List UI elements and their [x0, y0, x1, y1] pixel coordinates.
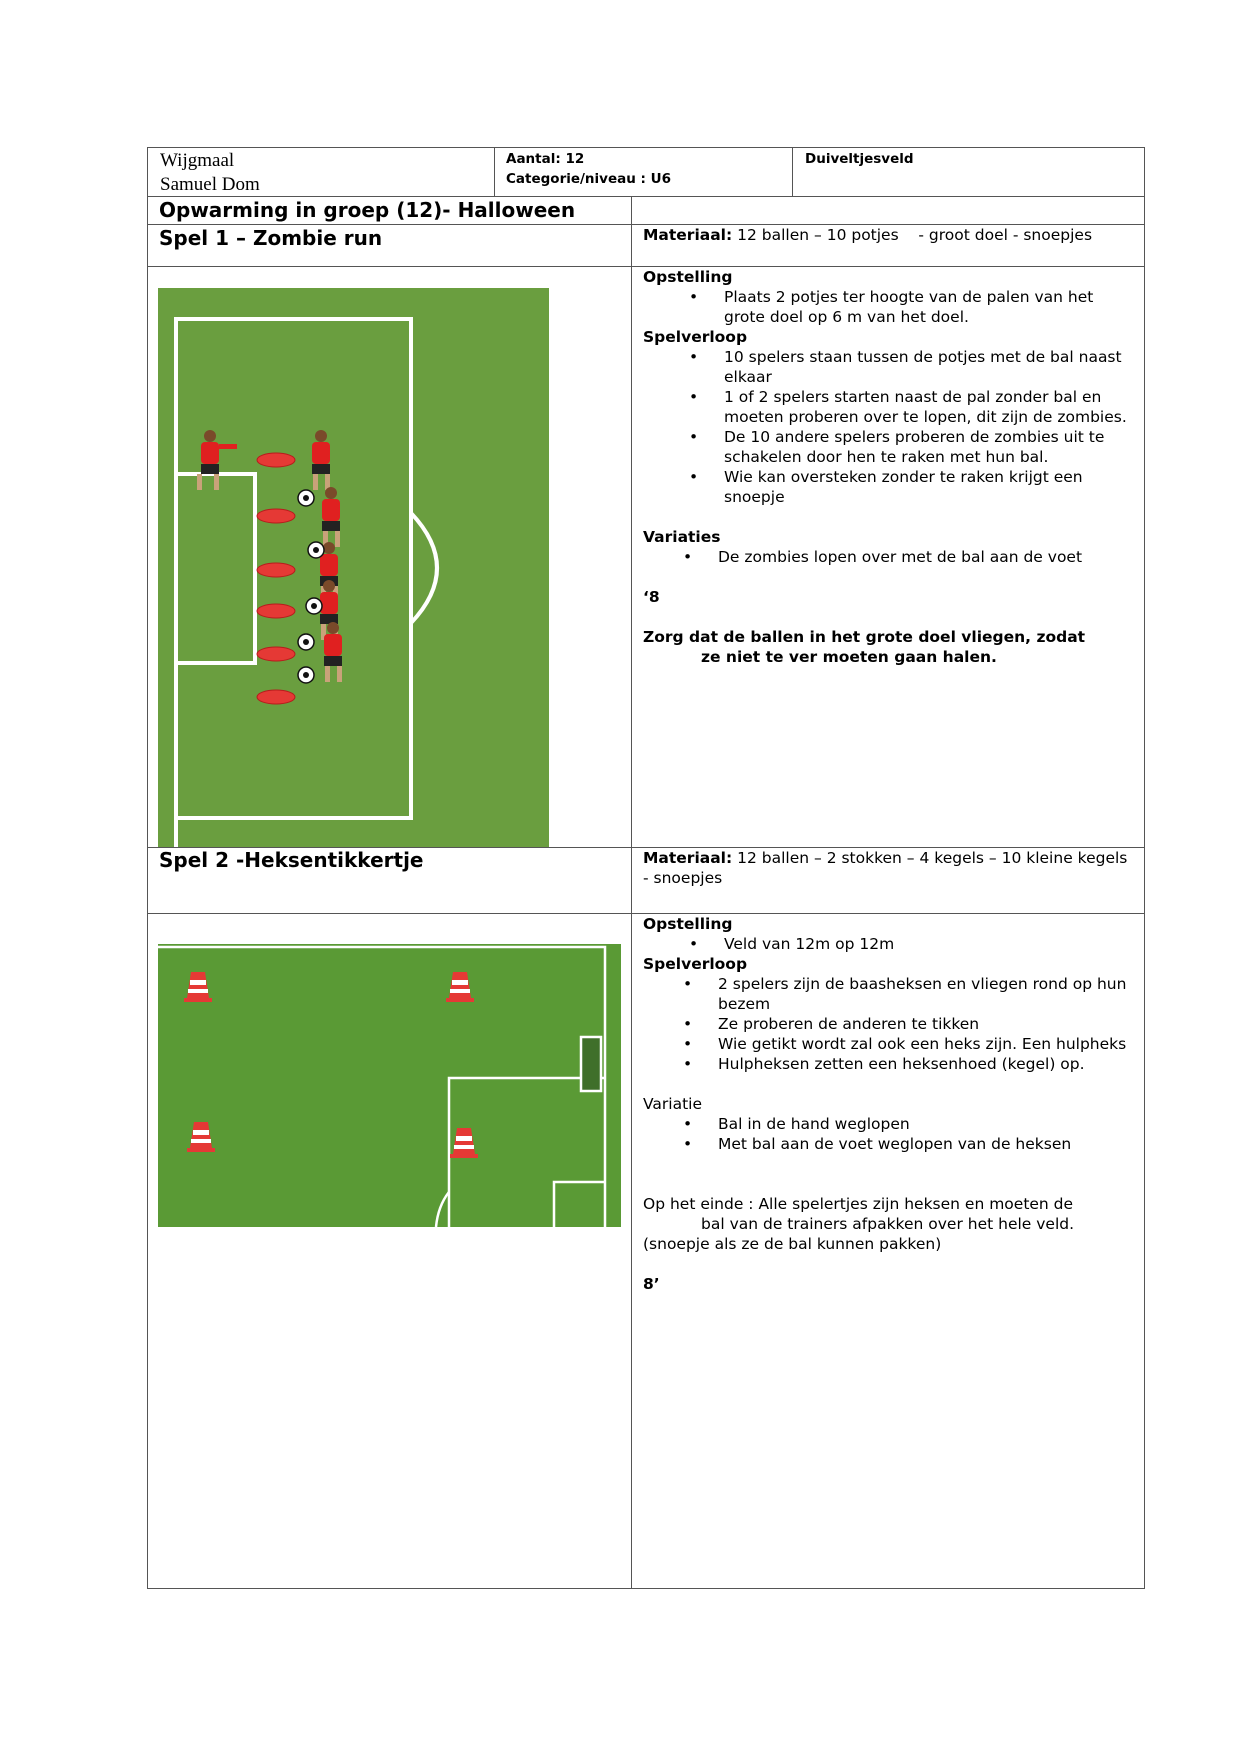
list-item: • Met bal aan de voet weglopen van de heksen — [643, 1134, 1137, 1154]
list-item: • Bal in de hand weglopen — [643, 1114, 1137, 1134]
duration-text: 8’ — [643, 1275, 660, 1293]
opstelling-label: Opstelling — [643, 268, 733, 286]
list-item: • Ze proberen de anderen te tikken — [643, 1014, 1137, 1034]
variaties-label: Variaties — [643, 528, 721, 546]
session-sheet — [147, 147, 1145, 1589]
header-group-cell — [506, 149, 786, 189]
list-item: • 10 spelers staan tussen de potjes met de bal naast elkaar — [643, 347, 1137, 387]
flat-cone-icon — [257, 453, 295, 467]
spelverloop-list — [643, 974, 1137, 1074]
club-name: Wijgmaal — [160, 150, 235, 171]
categorie-text: Categorie/niveau : U6 — [506, 171, 672, 187]
spel1-instructions — [643, 267, 1137, 667]
end-line: bal van de trainers afpakken over het hele veld. — [701, 1215, 1075, 1233]
list-item: • Wie getikt wordt zal ook een heks zijn. Een hulpheks — [643, 1034, 1137, 1054]
col-line — [494, 147, 495, 196]
end-line: (snoepje als ze de bal kunnen pakken) — [643, 1235, 942, 1253]
spel1-materiaal — [643, 225, 1133, 245]
flat-cone-icon — [257, 604, 295, 618]
table-border-top — [147, 147, 1145, 148]
goal-icon — [581, 1037, 601, 1091]
veld-text: Duiveltjesveld — [805, 151, 914, 167]
list-item: • 2 spelers zijn de baasheksen en vliegen rond op hun bezem — [643, 974, 1137, 1014]
col-line — [792, 147, 793, 196]
variatie-label: Variatie — [643, 1095, 702, 1113]
col-line — [631, 196, 632, 1589]
spel2-title: Spel 2 -Heksentikkertje — [159, 848, 424, 872]
aantal-text: Aantal: 12 — [506, 151, 585, 167]
list-item: • Hulpheksen zetten een heksenhoed (kegel) op. — [643, 1054, 1137, 1074]
materiaal-text: 12 ballen – 10 potjes - groot doel - snoepjes — [737, 226, 1093, 244]
opstelling-list — [643, 934, 1137, 954]
warmup-title: Opwarming in groep (12)- Halloween — [159, 198, 576, 222]
trainer-name: Samuel Dom — [160, 174, 260, 195]
spel2-instructions — [643, 914, 1137, 1294]
flat-cone-icon — [257, 647, 295, 661]
header-club-cell — [160, 149, 490, 197]
list-item: • 1 of 2 spelers starten naast de pal zonder bal en moeten proberen over te lopen, dit zijn de zombies. — [643, 387, 1137, 427]
spel1-field-diagram — [158, 288, 549, 847]
list-item: • De 10 andere spelers proberen de zombies uit te schakelen door hen te raken met hun bal. — [643, 427, 1137, 467]
note-line: ze niet te ver moeten gaan halen. — [701, 648, 997, 666]
list-item: • Veld van 12m op 12m — [643, 934, 1137, 954]
spelverloop-label: Spelverloop — [643, 328, 748, 346]
table-border-left — [147, 147, 148, 1589]
materiaal-label: Materiaal: — [643, 226, 733, 244]
spelverloop-label: Spelverloop — [643, 955, 748, 973]
variaties-list — [643, 547, 1137, 567]
variatie-list — [643, 1114, 1137, 1154]
flat-cone-icon — [257, 509, 295, 523]
spelverloop-list — [643, 347, 1137, 507]
grass-field — [158, 944, 621, 1227]
opstelling-label: Opstelling — [643, 915, 733, 933]
materiaal-label: Materiaal: — [643, 849, 733, 867]
list-item: • Wie kan oversteken zonder te raken krijgt een snoepje — [643, 467, 1137, 507]
table-border-bottom — [147, 1588, 1145, 1589]
spel1-title: Spel 1 – Zombie run — [159, 226, 383, 250]
header-field-cell — [805, 149, 1135, 169]
end-line: Op het einde : Alle spelertjes zijn heksen en moeten de — [643, 1195, 1074, 1213]
opstelling-list — [643, 287, 1137, 327]
table-border-right — [1144, 147, 1145, 1589]
note-line: Zorg dat de ballen in het grote doel vliegen, zodat — [643, 628, 1086, 646]
spel2-materiaal — [643, 848, 1133, 888]
list-item: • Plaats 2 potjes ter hoogte van de palen van het grote doel op 6 m van het doel. — [643, 287, 1137, 327]
spel2-field-diagram — [158, 944, 621, 1227]
list-item: • De zombies lopen over met de bal aan de voet — [643, 547, 1137, 567]
flat-cone-icon — [257, 563, 295, 577]
duration-text: ‘8 — [643, 588, 660, 606]
grass-field — [158, 288, 549, 847]
materiaal-text: 12 ballen – 2 stokken – 4 kegels – 10 kleine kegels - snoepjes — [643, 849, 1133, 887]
flat-cone-icon — [257, 690, 295, 704]
